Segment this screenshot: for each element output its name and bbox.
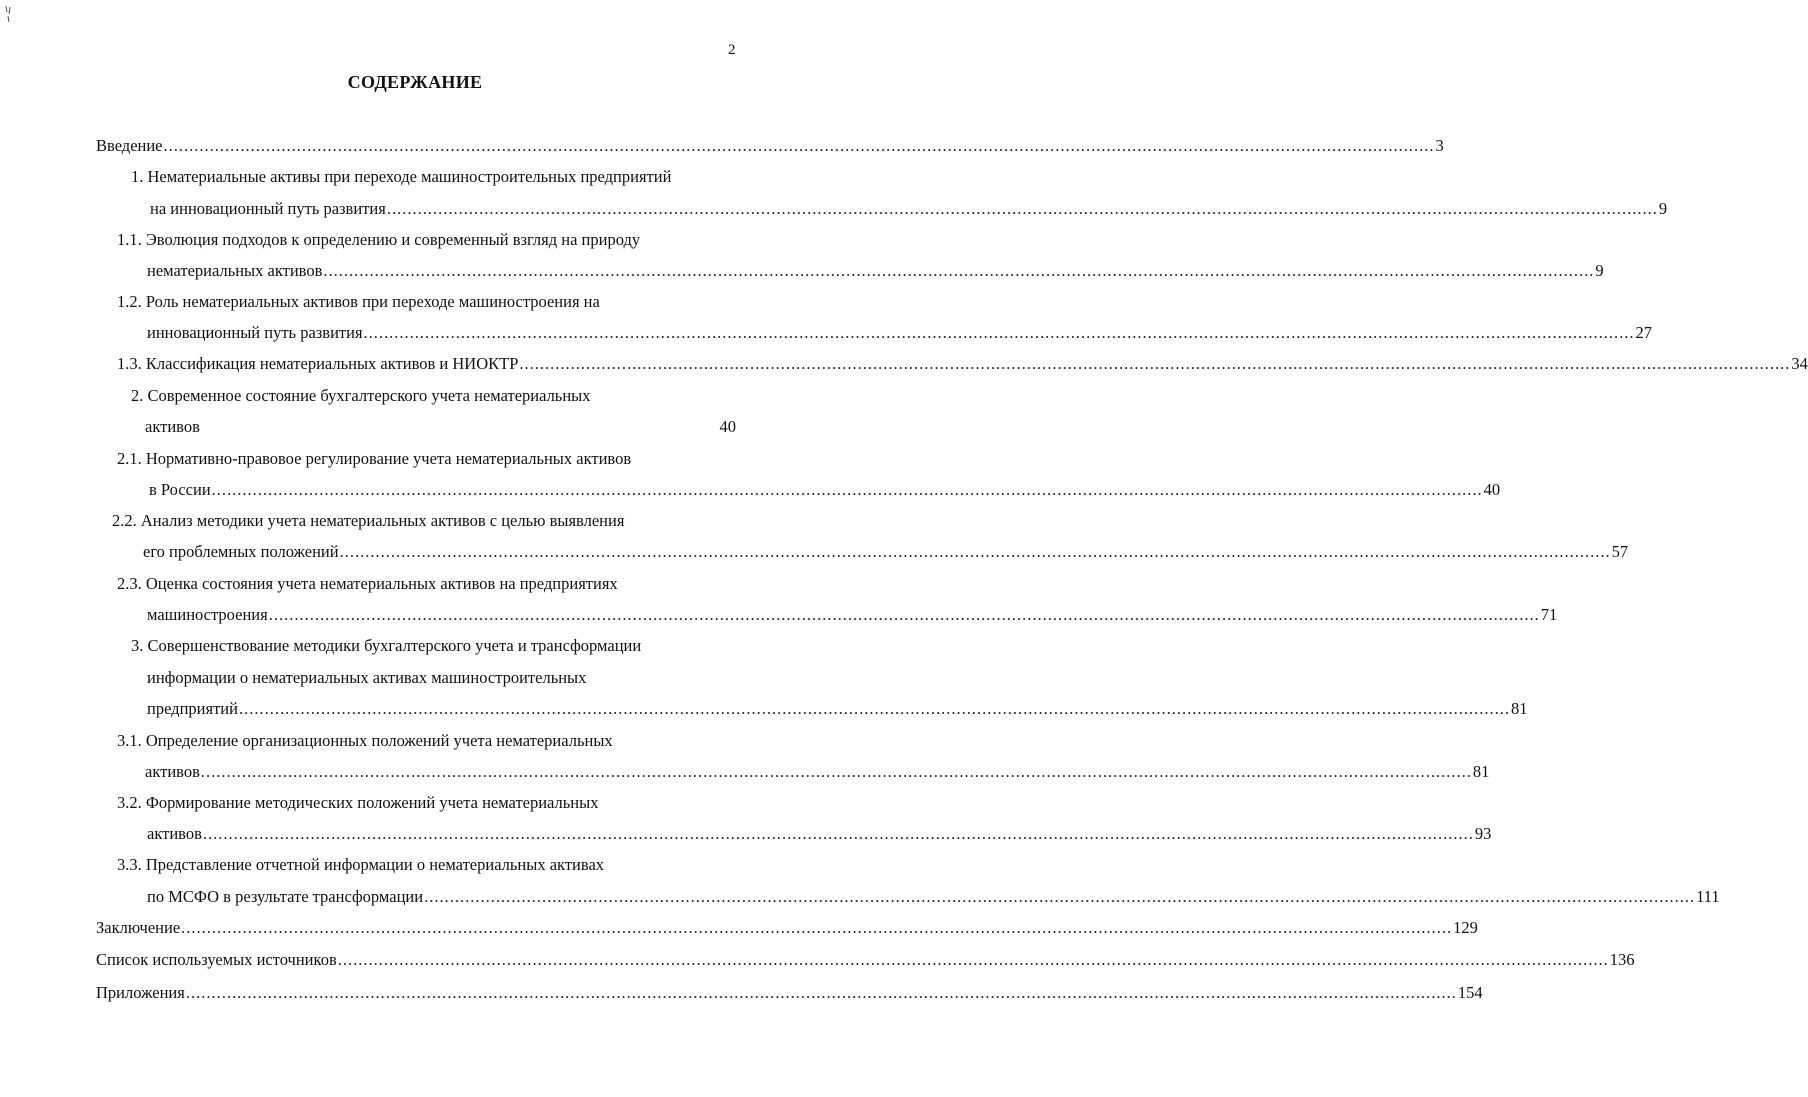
- toc-entry-text: информации о нематериальных активах машиностроительных: [147, 668, 587, 687]
- dot-leader: ........................................................................................................................................................................................................................................................: [268, 605, 1540, 624]
- toc-section-1-3[interactable]: [117, 352, 1808, 376]
- dot-leader: ........................................................................................................................................................................................................................................................: [519, 354, 1791, 373]
- toc-entry-text: в России: [149, 480, 211, 499]
- toc-entry-text: 3.2. Формирование методических положений учета нематериальных: [117, 793, 599, 812]
- scan-artifact-mark: [4, 4, 14, 26]
- toc-section-3-2-line2[interactable]: [147, 822, 1492, 846]
- toc-page-number: 27: [1635, 323, 1653, 342]
- toc-section-3-3-line2[interactable]: [147, 885, 1720, 909]
- toc-entry-text: предприятий: [147, 699, 238, 718]
- toc-page-number: 129: [1453, 918, 1478, 937]
- toc-section-3-2-line1[interactable]: [117, 791, 598, 815]
- toc-section-3-1-line1[interactable]: [117, 729, 613, 753]
- toc-page-number: 154: [1457, 983, 1483, 1002]
- dot-leader: ........................................................................................................................................................................................................................................................: [202, 824, 1474, 843]
- toc-entry-text: 3. Совершенствование методики бухгалтерского учета и трансформации: [131, 636, 642, 655]
- toc-section-1-2-line1[interactable]: [117, 290, 600, 314]
- toc-entry-text: 3.1. Определение организационных положений учета нематериальных: [117, 731, 613, 750]
- dot-leader: ........................................................................................................................................................................................................................................................: [339, 542, 1611, 561]
- toc-entry-text: на инновационный путь развития: [150, 199, 386, 218]
- toc-chapter-1-line1[interactable]: [131, 165, 671, 189]
- toc-page-number: 136: [1609, 950, 1635, 969]
- toc-entry-conclusion[interactable]: [96, 916, 1478, 940]
- dot-leader: ........................................................................................................................................................................................................................................................: [211, 480, 1483, 499]
- dot-leader: ........................................................................................................................................................................................................................................................: [424, 887, 1696, 906]
- page-number: 2: [728, 42, 736, 58]
- toc-entry-text: Введение: [96, 136, 163, 155]
- toc-entry-text: активов: [145, 417, 200, 436]
- toc-entry-text: машиностроения: [147, 605, 268, 624]
- toc-entry-text: Приложения: [96, 983, 185, 1002]
- toc-chapter-2-line1[interactable]: [131, 384, 591, 408]
- dot-leader: ........................................................................................................................................................................................................................................................: [323, 261, 1595, 280]
- toc-chapter-3-line2[interactable]: [147, 666, 586, 690]
- toc-section-1-2-line2[interactable]: [147, 321, 1653, 345]
- toc-page-number: 40: [1483, 480, 1501, 499]
- toc-page-number: 57: [1611, 542, 1629, 561]
- toc-section-2-2-line1[interactable]: [112, 509, 624, 533]
- toc-entry-text: 2.2. Анализ методики учета нематериальных активов с целью выявления: [112, 511, 625, 530]
- toc-entry-text: 2.1. Нормативно-правовое регулирование учета нематериальных активов: [117, 449, 632, 468]
- toc-section-2-3-line1[interactable]: [117, 572, 618, 596]
- toc-page-number: 34: [1791, 354, 1808, 373]
- toc-entry-text: 3.3. Представление отчетной информации о нематериальных активах: [117, 855, 605, 874]
- dot-leader: ........................................................................................................................................................................................................................................................: [163, 136, 1435, 155]
- dot-leader: ........................................................................................................................................................................................................................................................: [185, 983, 1457, 1002]
- toc-page-number: 111: [1696, 887, 1720, 906]
- toc-entry-text: 2.3. Оценка состояния учета нематериальных активов на предприятиях: [117, 574, 618, 593]
- toc-page-number: 81: [1510, 699, 1528, 718]
- toc-entry-text: активов: [147, 824, 202, 843]
- toc-chapter-1-line2[interactable]: [150, 197, 1668, 221]
- dot-leader: ........................................................................................................................................................................................................................................................: [386, 199, 1658, 218]
- toc-page-number: 81: [1472, 762, 1490, 781]
- toc-entry-text: нематериальных активов: [147, 261, 323, 280]
- toc-page-number: 9: [1595, 261, 1604, 280]
- dot-leader: ........................................................................................................................................................................................................................................................: [181, 918, 1453, 937]
- toc-entry-text: Список используемых источников: [96, 950, 337, 969]
- dot-leader: ........................................................................................................................................................................................................................................................: [200, 762, 1472, 781]
- toc-entry-text: инновационный путь развития: [147, 323, 363, 342]
- dot-leader: ........................................................................................................................................................................................................................................................: [363, 323, 1635, 342]
- dot-leader: ........................................................................................................................................................................................................................................................: [238, 699, 1510, 718]
- toc-entry-text: 1.1. Эволюция подходов к определению и современный взгляд на природу: [117, 230, 641, 249]
- toc-section-2-3-line2[interactable]: [147, 603, 1558, 627]
- toc-section-3-1-line2[interactable]: [145, 760, 1490, 784]
- toc-chapter-2-line2[interactable]: [145, 415, 736, 439]
- toc-entry-text: 1.3. Классификация нематериальных активов и НИОКТР: [117, 354, 519, 373]
- toc-entry-text: Заключение: [96, 918, 181, 937]
- toc-section-1-1-line2[interactable]: [147, 259, 1604, 283]
- toc-entry-text: 1.2. Роль нематериальных активов при переходе машиностроения на: [117, 292, 600, 311]
- toc-section-2-1-line2[interactable]: [149, 478, 1501, 502]
- page-title: СОДЕРЖАНИЕ: [347, 72, 483, 92]
- toc-entry-appendix[interactable]: [96, 981, 1483, 1005]
- toc-chapter-3-line3[interactable]: [147, 697, 1528, 721]
- toc-page-number: 3: [1435, 136, 1444, 155]
- toc-page-number: 93: [1474, 824, 1492, 843]
- dot-leader: ........................................................................................................................................................................................................................................................: [337, 950, 1609, 969]
- toc-section-3-3-line1[interactable]: [117, 853, 604, 877]
- toc-section-2-2-line2[interactable]: [143, 540, 1629, 564]
- toc-page-number: 9: [1658, 199, 1668, 218]
- toc-entry-text: 1. Нематериальные активы при переходе машиностроительных предприятий: [131, 167, 672, 186]
- toc-section-2-1-line1[interactable]: [117, 447, 631, 471]
- toc-entry-text: его проблемных положений: [143, 542, 339, 561]
- toc-section-1-1-line1[interactable]: [117, 228, 640, 252]
- toc-entry-text: активов: [145, 762, 200, 781]
- toc-page-number: 40: [719, 417, 736, 436]
- toc-chapter-3-line1[interactable]: [131, 634, 641, 658]
- toc-entry-text: по МСФО в результате трансформации: [147, 887, 424, 906]
- toc-entry-intro[interactable]: [96, 134, 1444, 158]
- toc-entry-sources[interactable]: [96, 948, 1635, 972]
- toc-page-number: 71: [1540, 605, 1558, 624]
- toc-entry-text: 2. Современное состояние бухгалтерского учета нематериальных: [131, 386, 591, 405]
